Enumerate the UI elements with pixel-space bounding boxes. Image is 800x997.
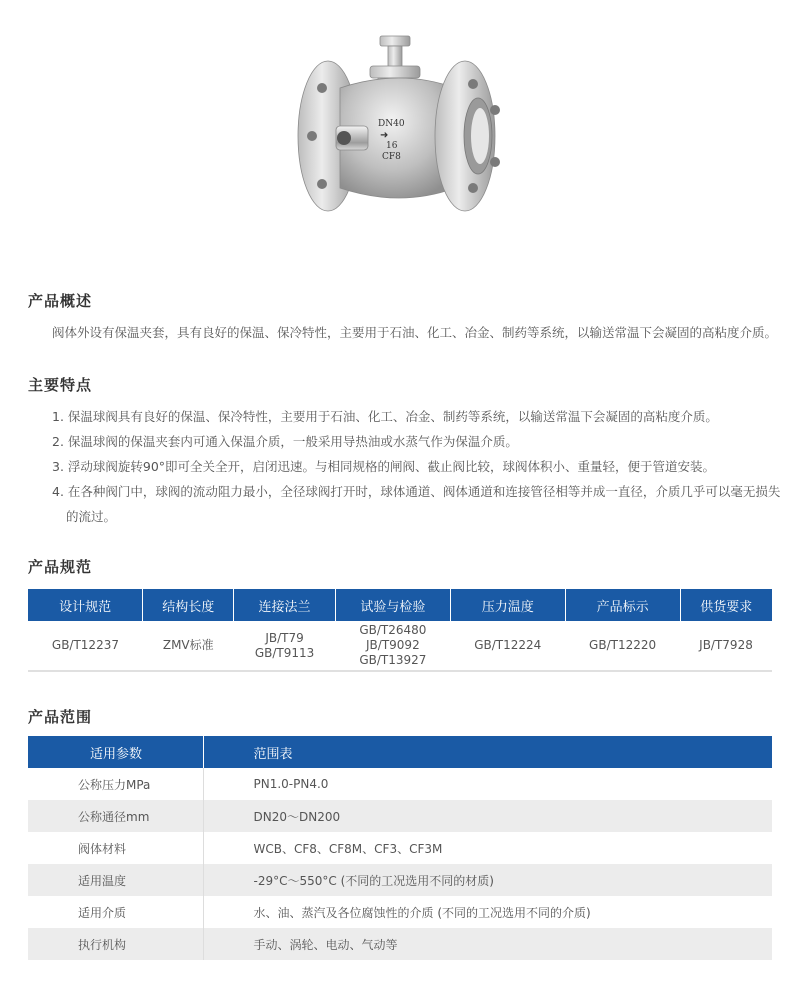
range-title: 产品范围 <box>28 708 93 726</box>
range-row <box>28 864 772 896</box>
spec-header-supply: 供货要求 <box>680 589 772 621</box>
overview-title: 产品概述 <box>28 292 93 310</box>
range-table <box>28 736 772 960</box>
spec-table <box>28 589 772 672</box>
valve-marking-arrow: ➜ <box>380 130 389 141</box>
spec-cell-length: ZMV标准 <box>143 621 234 671</box>
feature-item-2: 2. 保温球阀的保温夹套内可通入保温介质，一般采用导热油或水蒸气作为保温介质。 <box>52 434 518 449</box>
spec-header-design: 设计规范 <box>28 589 143 621</box>
range-value: PN1.0-PN4.0 <box>253 777 329 791</box>
spec-cell-design: GB/T12237 <box>28 621 143 671</box>
spec-cell-flange <box>234 621 336 671</box>
spec-cell-flange-1: JB/T79 <box>265 630 304 645</box>
valve-marking-pressure: 16 <box>386 141 398 151</box>
range-param: 适用温度 <box>28 864 203 896</box>
spec-header-length: 结构长度 <box>143 589 234 621</box>
feature-item-3: 3. 浮动球阀旋转90°即可全关全开，启闭迅速。与相同规格的闸阀、截止阀比较，球阀体积小、重量轻，便于管道安装。 <box>52 459 716 474</box>
feature-item-1: 1. 保温球阀具有良好的保温、保冷特性，主要用于石油、化工、冶金、制药等系统，以输送常温下会凝固的高粘度介质。 <box>52 409 718 424</box>
feature-item-4: 4. 在各种阀门中，球阀的流动阻力最小，全径球阀打开时，球体通道、阀体通道和连接管径相等并成一直径，介质几乎可以毫无损失 <box>52 484 781 499</box>
spec-row <box>28 621 772 671</box>
overview-text: 阀体外设有保温夹套，具有良好的保温、保冷特性，主要用于石油、化工、冶金、制药等系统，以输送常温下会凝固的高粘度介质。 <box>52 325 778 340</box>
spec-cell-test-1: GB/T26480 <box>359 623 427 637</box>
range-param: 公称通径mm <box>28 800 203 832</box>
spec-title: 产品规范 <box>28 558 93 576</box>
range-param: 执行机构 <box>28 928 203 960</box>
ball-valve-image <box>280 28 520 238</box>
range-header-value: 范围表 <box>203 736 772 768</box>
range-header-row <box>28 736 772 768</box>
range-value: -29°C～550°C (不同的工况选用不同的材质) <box>203 864 772 896</box>
range-value: WCB、CF8、CF8M、CF3、CF3M <box>253 841 443 856</box>
range-row <box>28 832 772 864</box>
spec-header-test: 试验与检验 <box>335 589 450 621</box>
range-value: 手动、涡轮、电动、气动等 <box>203 928 772 960</box>
spec-cell-test <box>335 621 450 671</box>
spec-cell-test-2: JB/T9092 <box>366 638 420 652</box>
spec-header-pressure: 压力温度 <box>450 589 565 621</box>
spec-cell-test-3: GB/T13927 <box>359 653 427 667</box>
range-row <box>28 800 772 832</box>
range-row <box>28 928 772 960</box>
spec-header-row <box>28 589 772 621</box>
range-value: DN20～DN200 <box>203 800 772 832</box>
spec-cell-marking: GB/T12220 <box>565 621 680 671</box>
spec-cell-pressure: GB/T12224 <box>450 621 565 671</box>
range-value: 水、油、蒸汽及各位腐蚀性的介质 (不同的工况选用不同的介质) <box>253 905 591 920</box>
valve-marking-size: DN40 <box>378 119 405 129</box>
range-row <box>28 768 772 800</box>
product-image-area <box>0 0 800 270</box>
spec-cell-flange-2: GB/T9113 <box>254 645 315 660</box>
range-param: 阀体材料 <box>28 832 203 864</box>
range-row <box>28 896 772 928</box>
valve-marking-material: CF8 <box>382 152 401 162</box>
feature-item-4-cont: 的流过。 <box>66 509 117 524</box>
range-param: 适用介质 <box>28 896 203 928</box>
features-title: 主要特点 <box>28 376 93 394</box>
range-param: 公称压力MPa <box>28 768 203 800</box>
spec-header-marking: 产品标示 <box>565 589 680 621</box>
spec-cell-supply: JB/T7928 <box>680 621 772 671</box>
spec-header-flange: 连接法兰 <box>234 589 336 621</box>
range-header-param: 适用参数 <box>28 736 203 768</box>
